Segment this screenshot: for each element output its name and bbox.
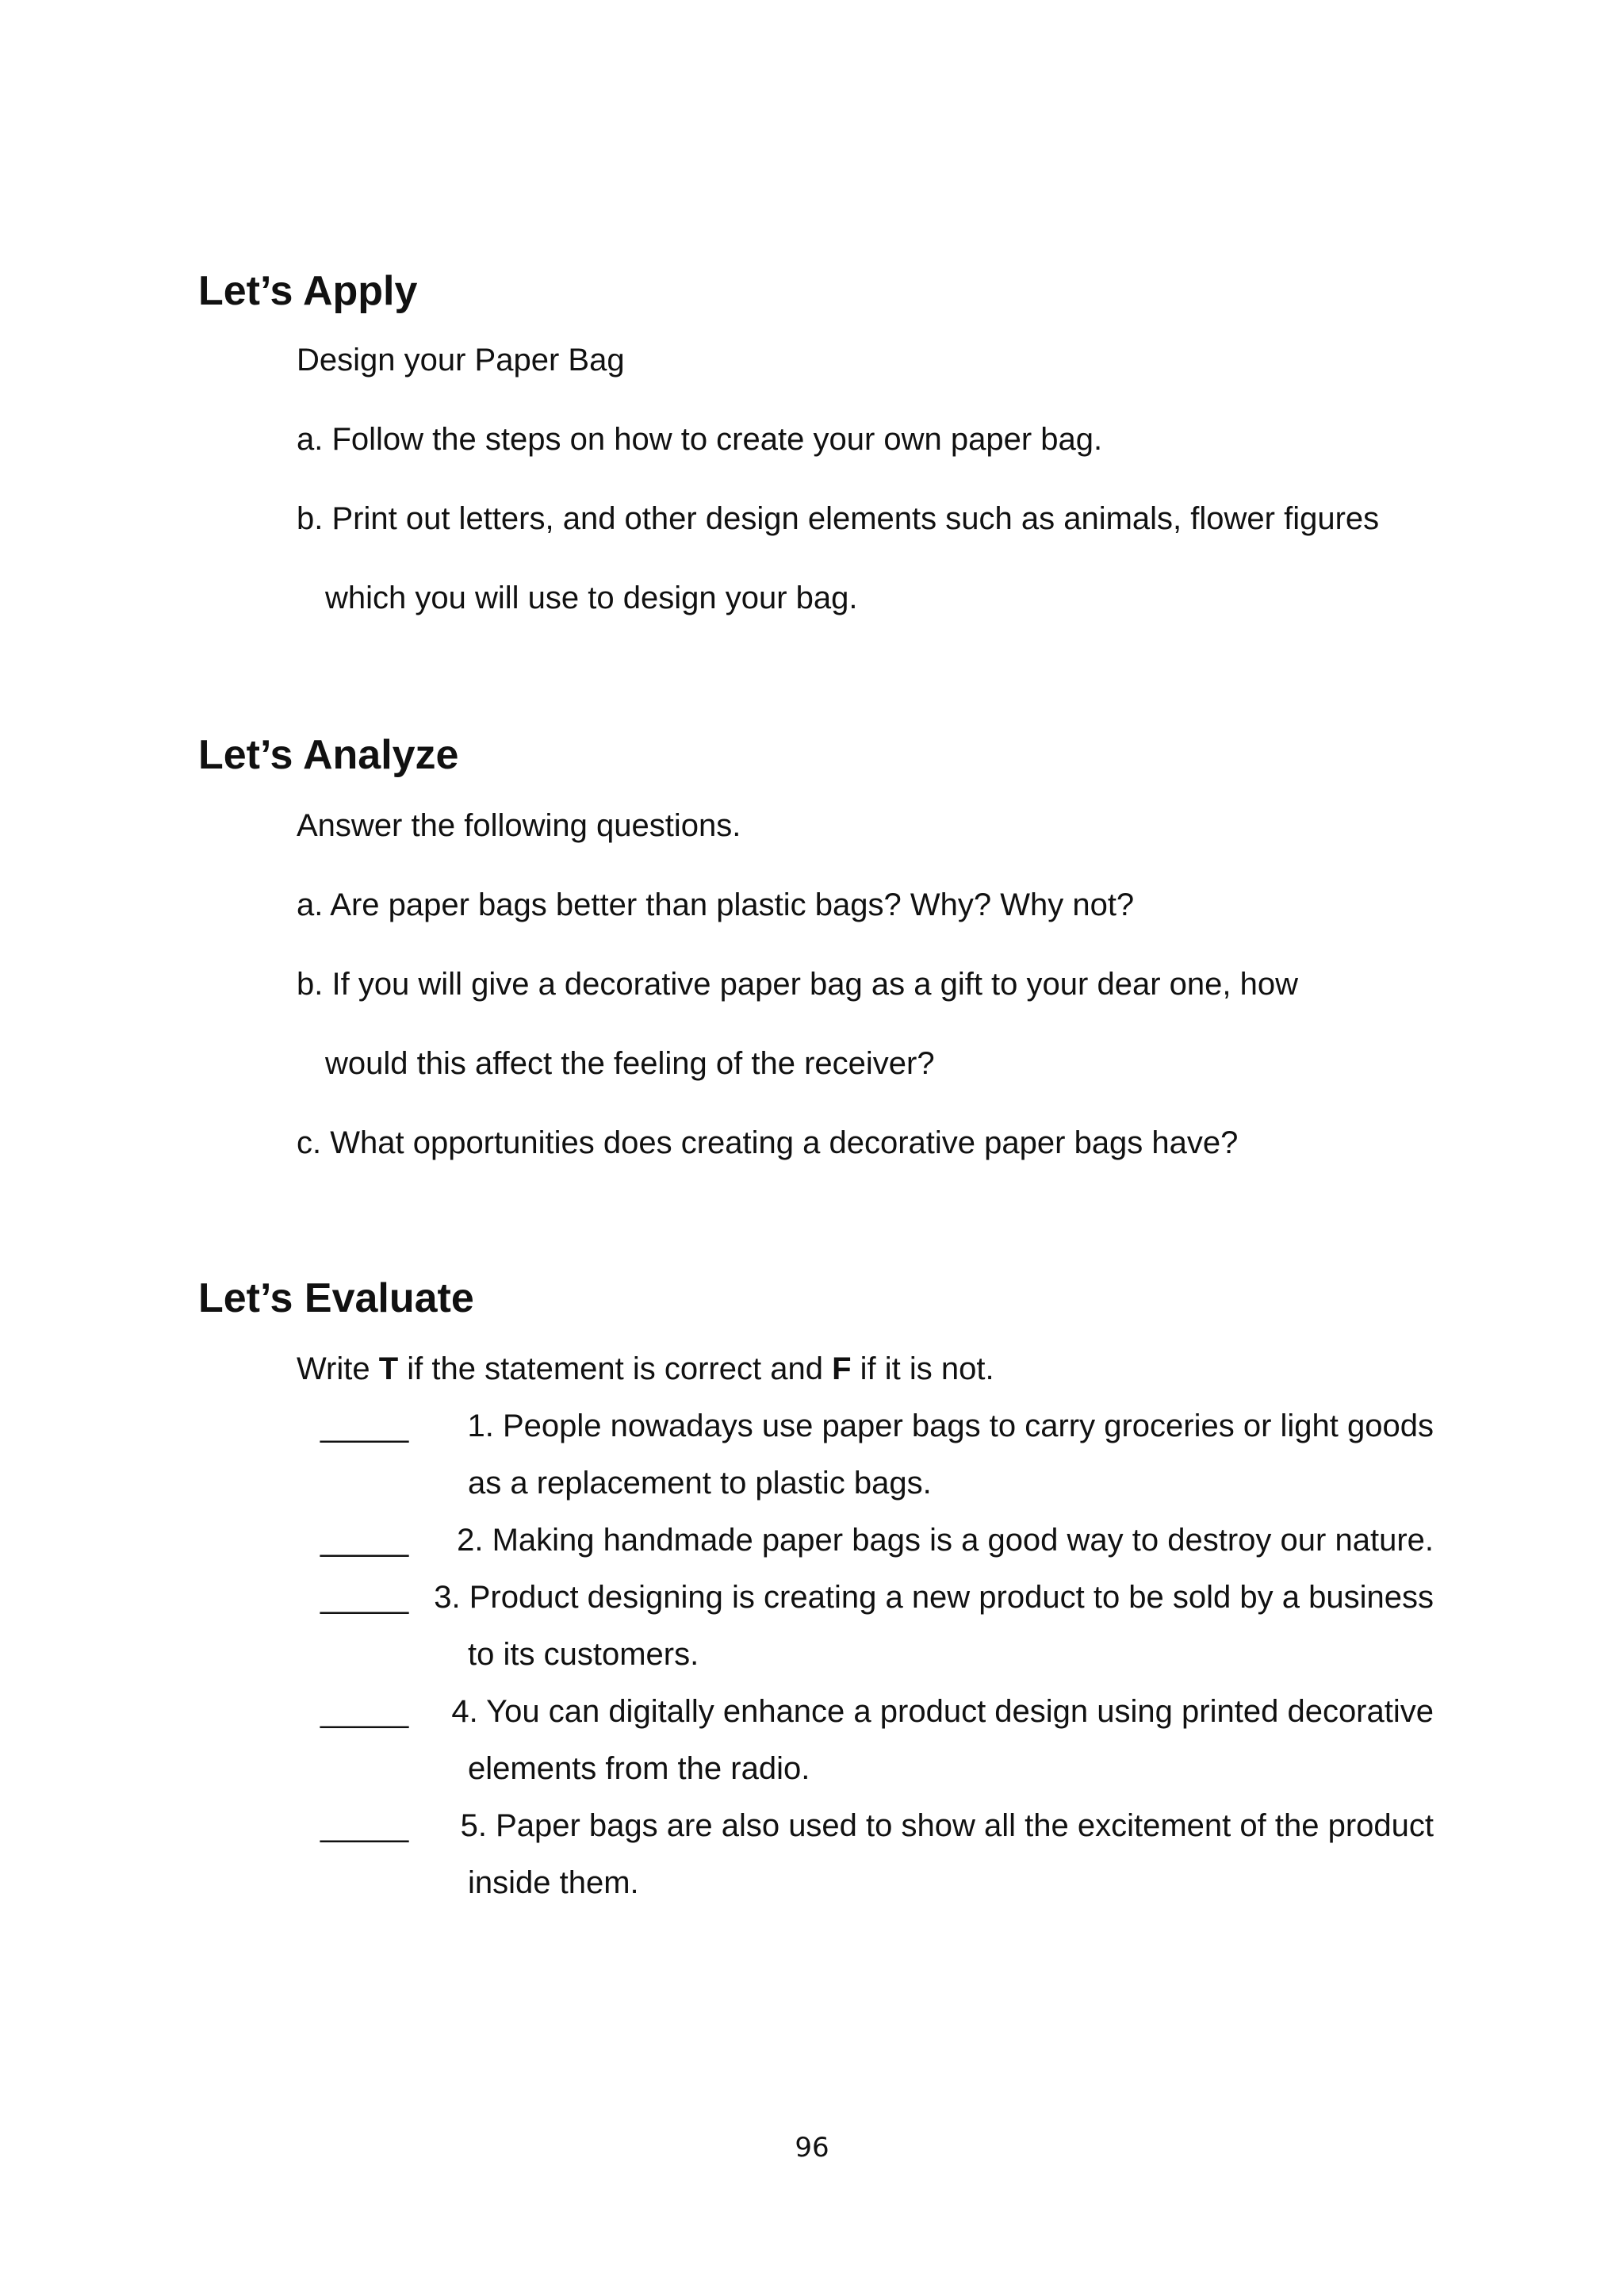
evaluate-item-5 <box>320 1807 1434 1845</box>
evaluate-item-4 <box>320 1692 1434 1731</box>
evaluate-item-5-text: 5. Paper bags are also used to show all the excitement of the product <box>460 1808 1434 1843</box>
analyze-item-b-line1: b. If you will give a decorative paper bag as a gift to your dear one, how <box>297 967 1298 1002</box>
evaluate-item-4-line2: elements from the radio. <box>468 1751 810 1786</box>
evaluate-item-3 <box>320 1578 1434 1616</box>
analyze-intro: Answer the following questions. <box>297 808 741 843</box>
analyze-item-c: c. What opportunities does creating a decorative paper bags have? <box>297 1125 1239 1160</box>
evaluate-item-2 <box>320 1521 1434 1559</box>
instruction-text-2: if the statement is correct and <box>398 1351 833 1386</box>
evaluate-item-1 <box>320 1407 1434 1445</box>
section-heading-apply: Let’s Apply <box>198 268 418 314</box>
apply-intro: Design your Paper Bag <box>297 343 625 378</box>
instruction-false-letter: F <box>832 1351 852 1386</box>
section-heading-evaluate: Let’s Evaluate <box>198 1275 474 1321</box>
instruction-text-3: if it is not. <box>851 1351 994 1386</box>
apply-item-a: a. Follow the steps on how to create your own paper bag. <box>297 422 1103 457</box>
answer-blank[interactable]: _____ <box>320 1523 409 1558</box>
evaluate-item-3-text: 3. Product designing is creating a new product to be sold by a business <box>434 1580 1434 1615</box>
page-number: 96 <box>795 2132 829 2164</box>
answer-blank[interactable]: _____ <box>320 1694 409 1729</box>
evaluate-item-2-text: 2. Making handmade paper bags is a good way to destroy our nature. <box>457 1523 1434 1558</box>
apply-item-b-line2: which you will use to design your bag. <box>325 581 858 615</box>
analyze-item-b-line2: would this affect the feeling of the receiver? <box>325 1046 935 1081</box>
evaluate-instruction <box>297 1350 994 1388</box>
evaluate-item-3-line2: to its customers. <box>468 1637 699 1672</box>
apply-item-b-line1: b. Print out letters, and other design elements such as animals, flower figures <box>297 501 1380 536</box>
evaluate-item-5-line2: inside them. <box>468 1865 639 1900</box>
answer-blank[interactable]: _____ <box>320 1580 409 1615</box>
evaluate-item-1-text: 1. People nowadays use paper bags to carry groceries or light goods <box>467 1409 1434 1443</box>
answer-blank[interactable]: _____ <box>320 1409 409 1443</box>
section-heading-analyze: Let’s Analyze <box>198 732 459 778</box>
evaluate-item-4-text: 4. You can digitally enhance a product design using printed decorative <box>451 1694 1434 1729</box>
instruction-text-1: Write <box>297 1351 379 1386</box>
analyze-item-a: a. Are paper bags better than plastic bags? Why? Why not? <box>297 887 1135 922</box>
evaluate-item-1-line2: as a replacement to plastic bags. <box>468 1466 932 1501</box>
answer-blank[interactable]: _____ <box>320 1808 409 1843</box>
instruction-true-letter: T <box>378 1351 399 1386</box>
